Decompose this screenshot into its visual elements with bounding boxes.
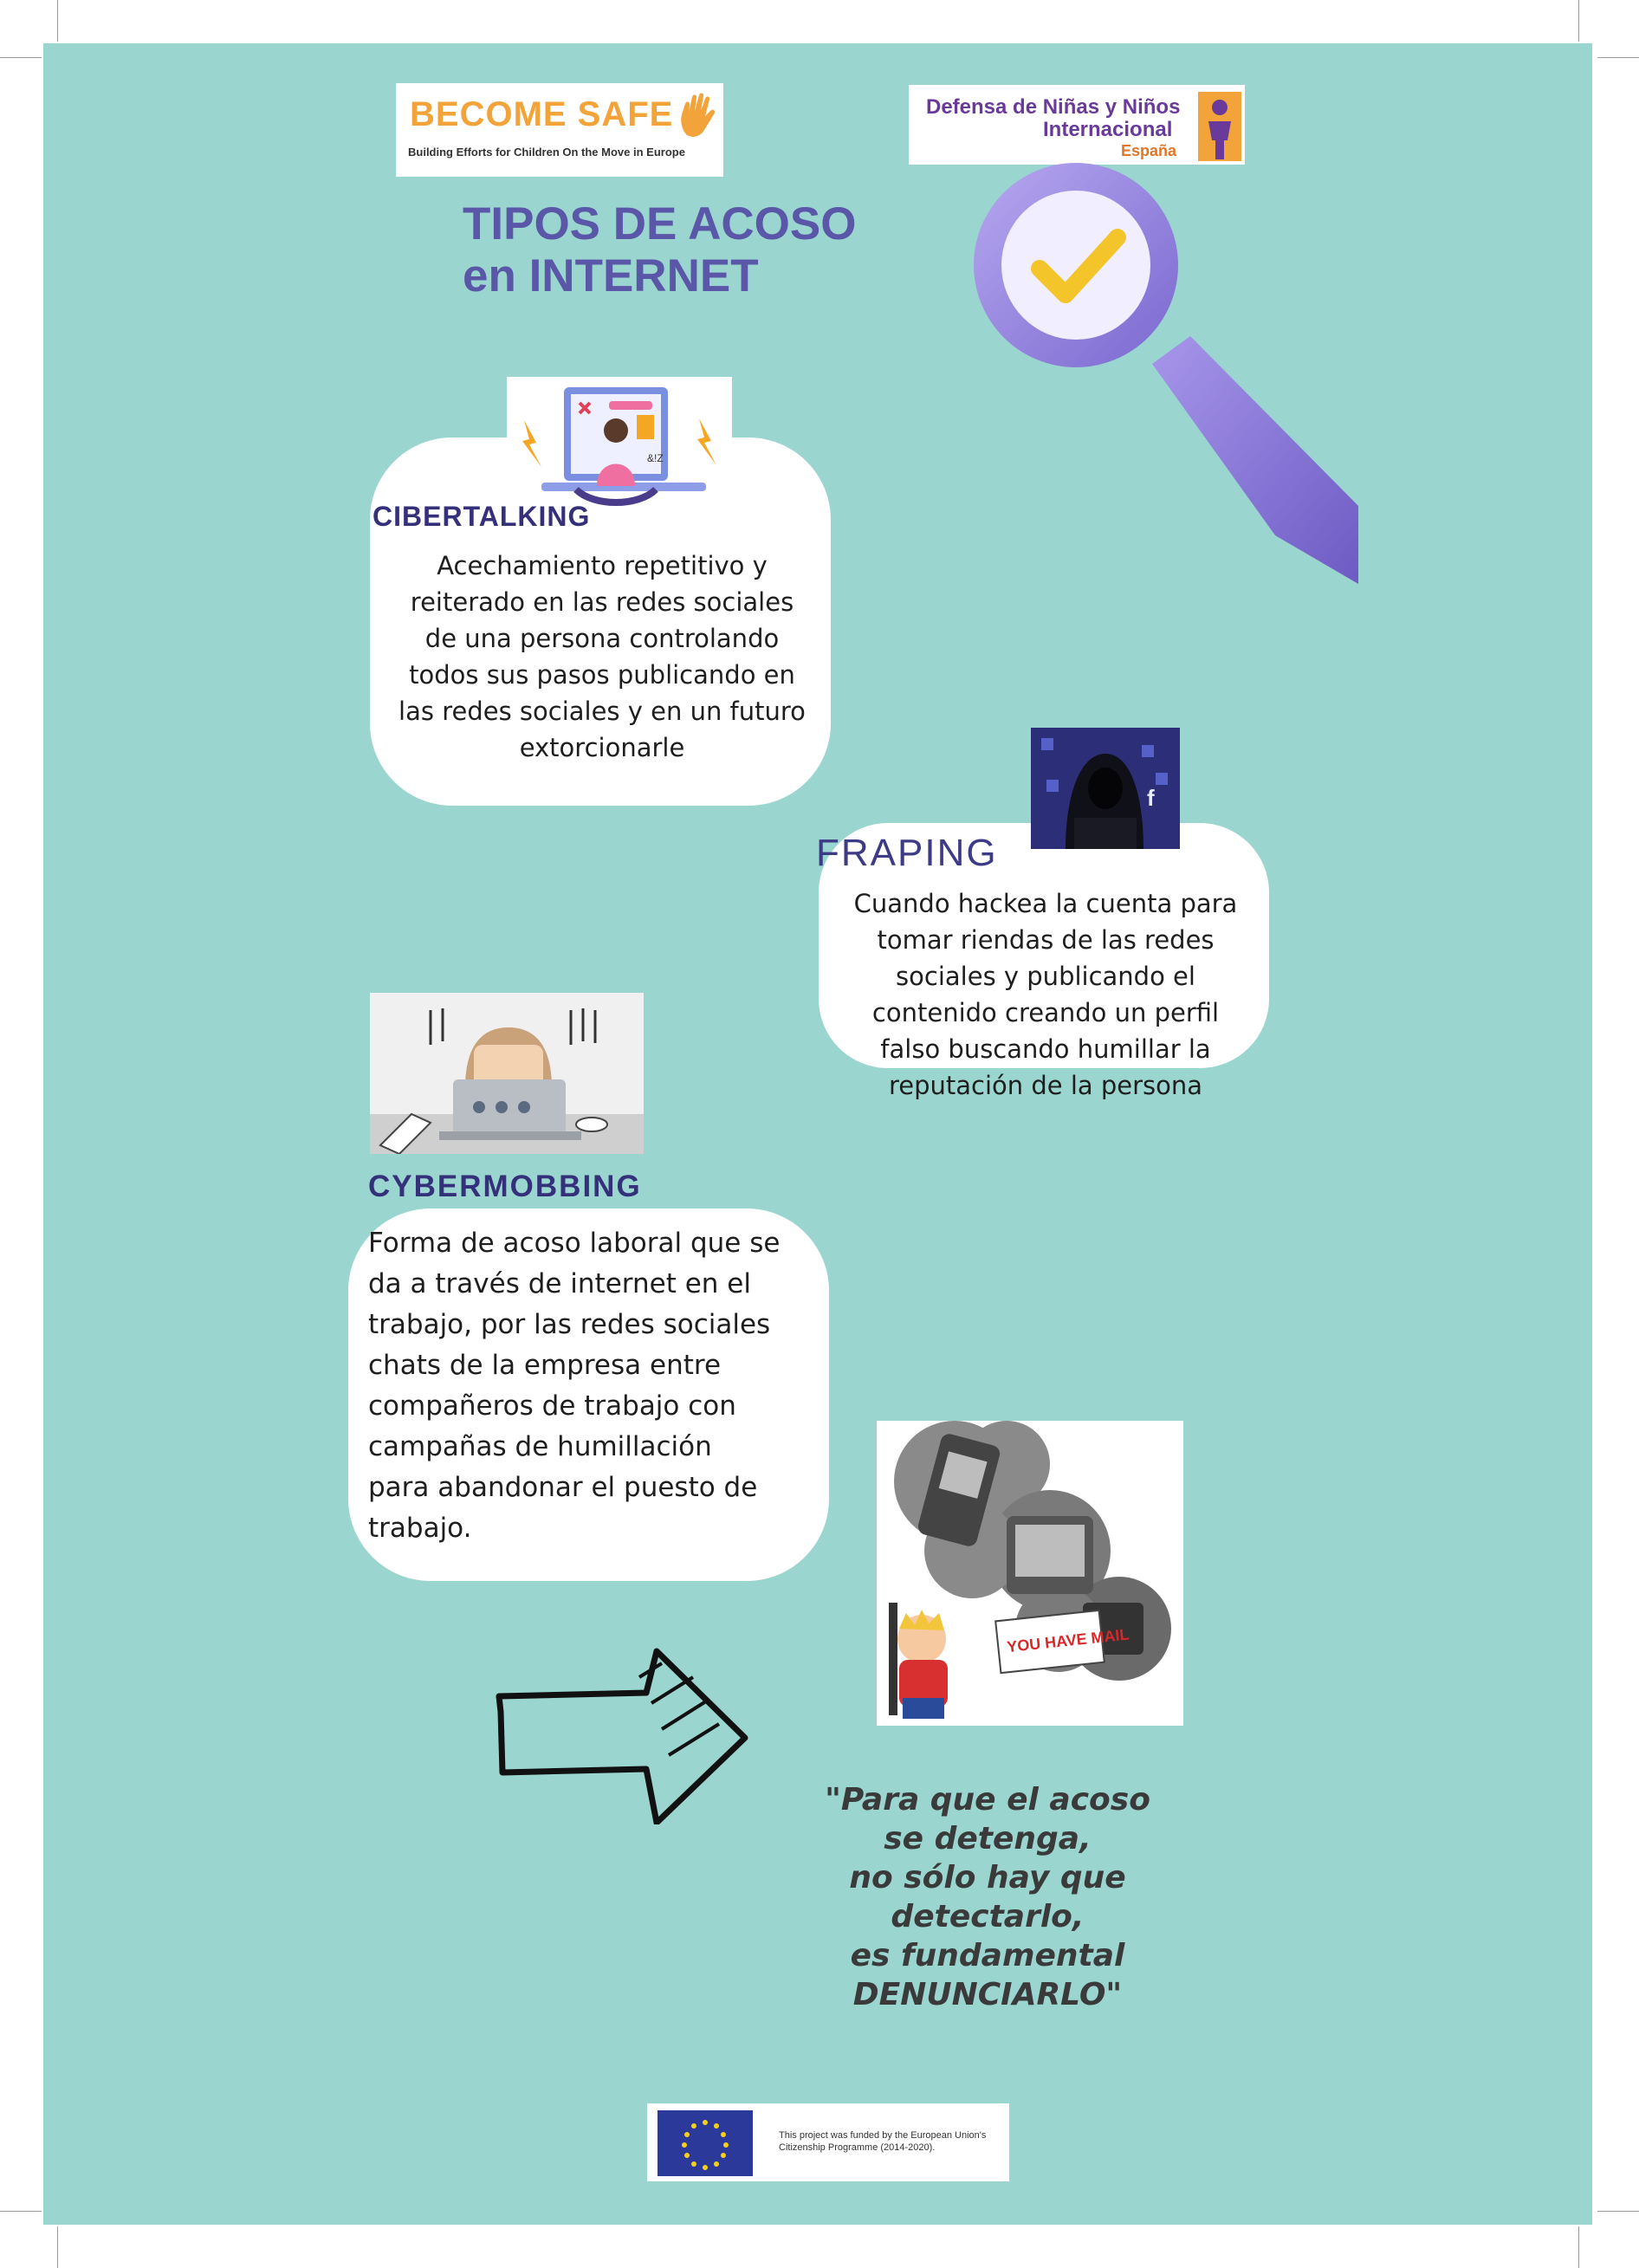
crop-mark [0,57,42,58]
cibertalking-heading: CIBERTALKING [372,501,591,532]
cyberbullying-illustration [877,1421,1183,1726]
fraping-heading: FRAPING [816,832,998,874]
hand-icon [678,92,716,137]
arrow-right-icon [492,1643,748,1824]
dni-line-2: Internacional [1043,118,1173,141]
crop-mark [1578,2226,1579,2268]
dni-line-1: Defensa de Niñas y Niños [926,95,1181,119]
become-safe-logo[interactable] [396,83,723,177]
eu-funding-box [647,2103,1009,2181]
page-title-line-1: TIPOS DE ACOSO [463,198,857,249]
magnifier-check-icon [963,163,1358,584]
become-safe-name: BECOME SAFE [410,95,674,133]
cibertalking-body: Acechamiento repetitivo y reiterado en las redes sociales de una persona controlando todos sus pasos publicando en las redes sociales y en un futuro extorcionarle [398,551,806,762]
svg-text:f: f [1147,785,1155,811]
crop-mark [1578,0,1579,42]
eu-funding-text: This project was funded by the European Union's Citizenship Programme (2014-2020). [779,2130,987,2153]
crop-mark [57,0,58,42]
become-safe-tagline: Building Efforts for Children On the Move in Europe [408,146,685,159]
fraping-illustration [1031,728,1180,849]
cybermobbing-body: Forma de acoso laboral que se da a través de internet en el trabajo, por las redes sociales chats de la empresa entre compañeros de trabajo con campañas de humillación para abandonar el puesto de trabajo. [368,1228,781,1544]
crop-mark [0,2211,42,2212]
mail-sign-text: YOU HAVE MAIL [1006,1625,1130,1656]
dni-logo[interactable] [909,85,1245,165]
cibertalking-illustration [507,377,732,521]
svg-text:&!Z: &!Z [647,452,664,464]
dni-line-3: España [1121,142,1177,159]
cybermobbing-illustration [370,993,644,1154]
crop-mark [1597,2211,1639,2212]
page-title-line-2: en INTERNET [463,250,759,301]
fraping-body: Cuando hackea la cuenta para tomar riendas de las redes sociales y publicando el contenido creando un perfil falso buscando humillar la reputación de la persona [853,889,1238,1100]
closing-quote: "Para que el acoso se detenga, no sólo hay que detectarlo, es fundamental DENUNCIARLO" [825,1782,1150,2012]
cybermobbing-heading: CYBERMOBBING [368,1170,642,1203]
crop-mark [57,2226,58,2268]
child-figure-icon [1198,92,1241,161]
eu-flag-icon [658,2110,753,2176]
crop-mark [1597,57,1639,58]
poster [43,43,1592,2225]
